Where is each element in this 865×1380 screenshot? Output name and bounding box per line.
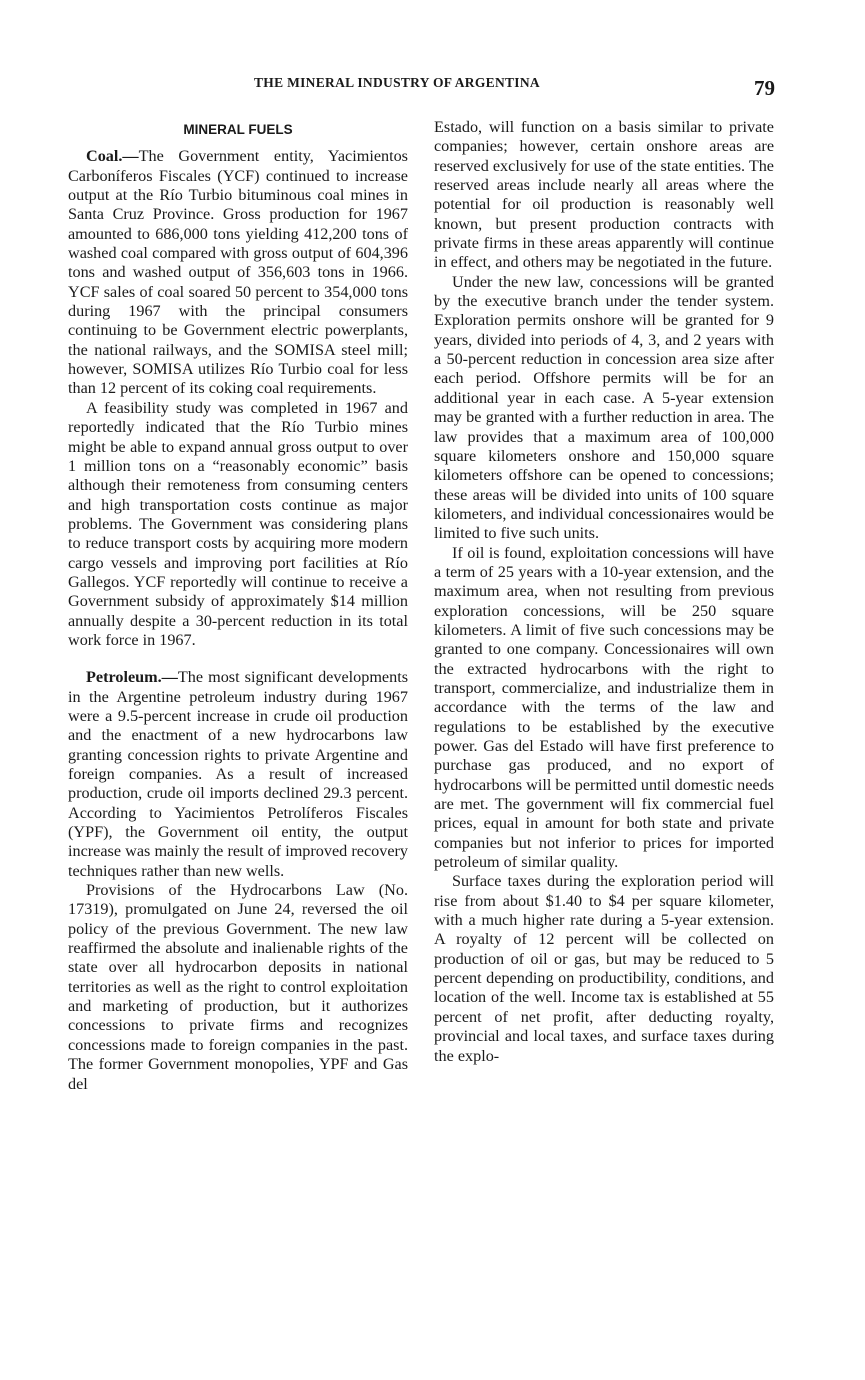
right-paragraph-3: If oil is found, exploitation concessions will have a term of 25 years with a 10-year extension, and the maximum area, when not resulting from previous exploration concessions, will be 250 square kilometers. A limit of five such concessions may be granted to one company. Concessionaires will own the extracted hydrocarbons with the right to transport, commercialize, and industrialize them in accordance with the terms of the law and regulations to be established by the executive power. Gas del Estado will have first preference to purchase gas produced, and no export of hydrocarbons will be permitted until domestic needs are met. The government will fix commercial fuel prices, equal in amount for both state and private companies but not inferior to prices for imported petroleum of similar quality. xyxy=(434,543,774,872)
running-title: THE MINERAL INDUSTRY OF ARGENTINA xyxy=(254,75,540,90)
page-number: 79 xyxy=(754,76,775,100)
coal-paragraph-2: A feasibility study was completed in 1967 and reportedly indicated that the Río Turbio mines might be able to expand annual gross output to over 1 million tons on a “reasonably economic” basis although their remoteness from consuming centers and high transportation costs continue as major problems. The Government was considering plans to reduce transport costs by acquiring more modern cargo vessels and improving port facilities at Río Gallegos. YCF reportedly will continue to receive a Government subsidy of approximately $14 million annually despite a 30-percent reduction in its total work force in 1967. xyxy=(68,398,408,649)
left-column xyxy=(68,118,408,1094)
section-heading: MINERAL FUELS xyxy=(183,122,293,137)
right-column xyxy=(434,118,774,1066)
petroleum-paragraph-1 xyxy=(68,668,408,881)
coal-paragraph-1 xyxy=(68,147,408,398)
right-paragraph-1: Estado, will function on a basis similar to private companies; however, certain onshore areas are reserved exclusively for use of the state entities. The reserved areas include nearly all areas where the potential for oil production is reasonably well known, but present production contracts with private firms in these areas apparently will continue in effect, and others may be negotiated in the future. xyxy=(434,118,774,272)
petroleum-run-in-heading: Petroleum.— xyxy=(86,668,178,687)
coal-run-in-heading: Coal.— xyxy=(86,147,139,166)
coal-paragraph-1-text: The Government entity, Yacimientos Carboníferos Fiscales (YCF) continued to increase output at the Río Turbio bituminous coal mines in Santa Cruz Province. Gross production for 1967 amounted to 686,000 tons yielding 412,200 tons of washed coal compared with gross output of 604,396 tons and washed output of 356,603 tons in 1966. YCF sales of coal soared 50 percent to 354,000 tons during 1967 with the principal consumers continuing to be Government electric powerplants, the national railways, and the SOMISA steel mill; however, SOMISA utilizes Río Turbio coal for less than 12 percent of its coking coal requirements. xyxy=(68,147,408,398)
right-paragraph-2: Under the new law, concessions will be granted by the executive branch under the tender system. Exploration permits onshore will be granted for 9 years, divided into periods of 4, 3, and 2 years with a 50-percent reduction in concession area size after each period. Offshore permits will be for an additional year in each case. A 5-year extension may be granted with a further reduction in area. The law provides that a maximum area of 100,000 square kilometers onshore and 150,000 square kilometers offshore can be opened to concessions; these areas will be divided into units of 100 square kilometers, and individual concessionaires would be limited to five such units. xyxy=(434,272,774,543)
petroleum-paragraph-1-text: The most significant developments in the Argentine petroleum industry during 1967 were a 9.5-percent increase in crude oil production and the enactment of a new hydrocarbons law granting concession rights to private Argentine and foreign companies. As a result of increased production, crude oil imports declined 29.3 percent. According to Yacimientos Petrolíferos Fiscales (YPF), the Government oil entity, the output increase was mainly the result of improved recovery techniques rather than new wells. xyxy=(68,668,408,880)
right-paragraph-4: Surface taxes during the exploration period will rise from about $1.40 to $4 per square kilometer, with a much higher rate during a 5-year extension. A royalty of 12 percent will be collected on production of oil or gas, but may be reduced to 5 percent depending on productibility, conditions, and location of the well. Income tax is established at 55 percent of net profit, after deducting royalty, provincial and local taxes, and surface taxes during the explo- xyxy=(434,872,774,1065)
petroleum-paragraph-2: Provisions of the Hydrocarbons Law (No. 17319), promulgated on June 24, reversed the oil policy of the previous Government. The new law reaffirmed the absolute and inalienable rights of the state over all hydrocarbon deposits in national territories as well as the right to control exploitation and marketing of production, but it authorizes concessions to private firms and recognizes concessions made to foreign companies in the past. The former Government monopolies, YPF and Gas del xyxy=(68,881,408,1093)
